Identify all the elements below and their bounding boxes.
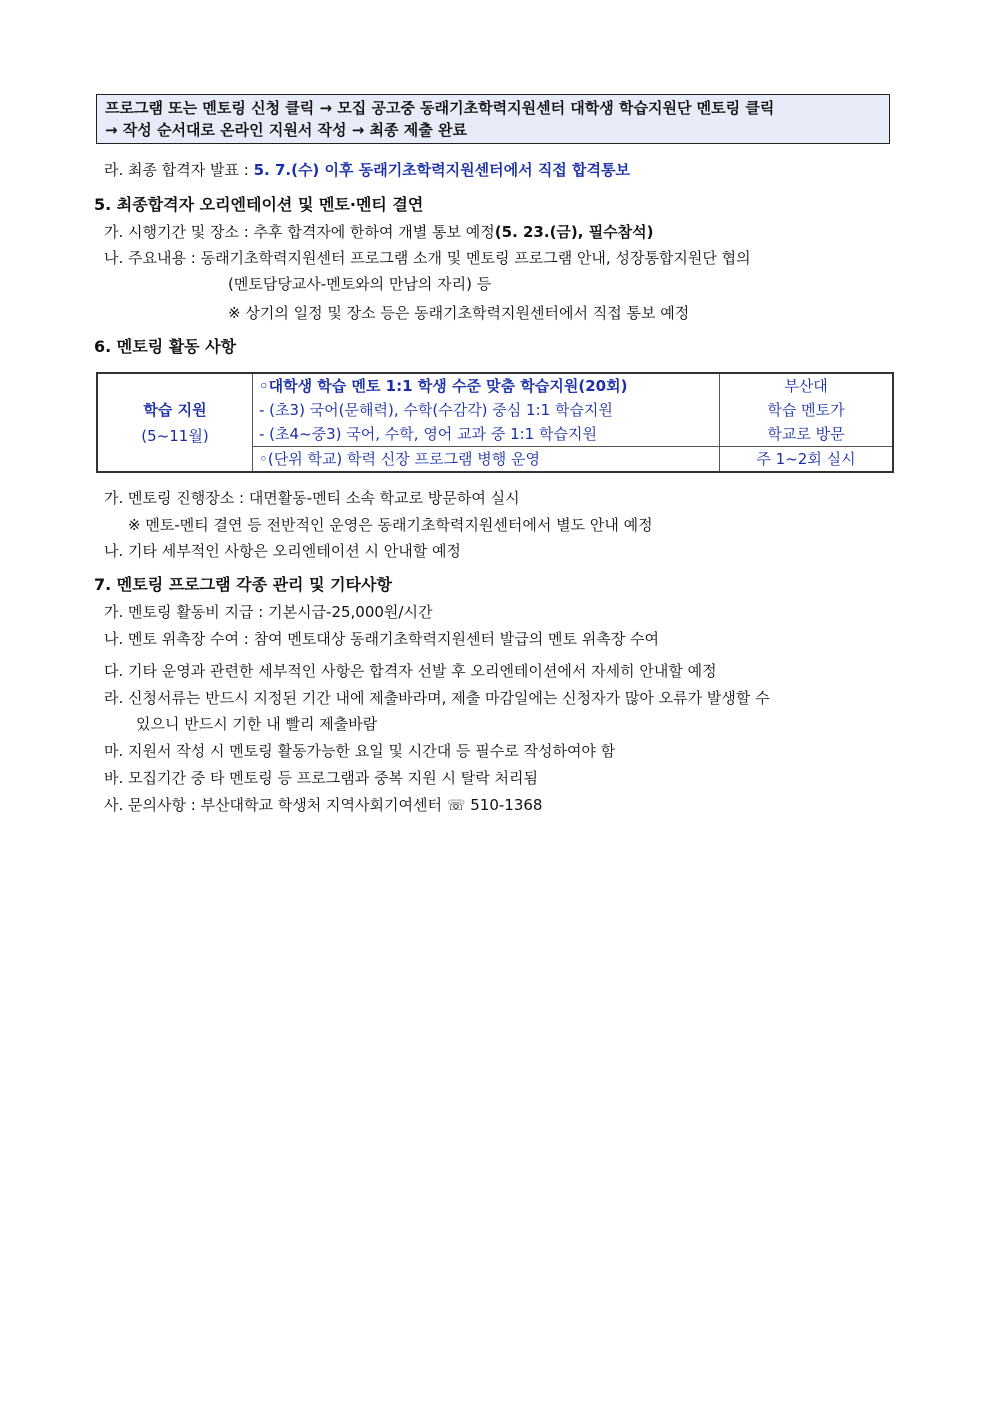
section7-item: 사. 문의사항 : 부산대학교 학생처 지역사회기여센터 ☏ 510-1368	[104, 796, 543, 814]
section6-title: 6. 멘토링 활동 사항	[94, 337, 237, 356]
section7-item: 바. 모집기간 중 타 멘토링 등 프로그램과 중복 지원 시 탈락 처리됨	[104, 769, 538, 787]
announce-date: 5. 7.(수) 이후 동래기초학력지원센터에서 직접 합격통보	[253, 161, 630, 179]
section5-title: 5. 최종합격자 오리엔테이션 및 멘토·멘티 결연	[94, 195, 424, 214]
announce-line	[104, 159, 630, 181]
section6-note: ※ 멘토-멘티 결연 등 전반적인 운영은 동래기초학력지원센터에서 별도 안내 예정	[128, 516, 653, 534]
activity-left-cell	[97, 373, 253, 472]
section5-ga-date: (5. 23.(금), 필수참석)	[494, 223, 654, 241]
section5-ga-text: 가. 시행기간 및 장소 : 추후 합격자에 한하여 개별 통보 예정	[104, 223, 495, 241]
activity-right1: 부산대	[720, 373, 894, 398]
activity-right3: 학교로 방문	[720, 422, 894, 447]
section7-item: 마. 지원서 작성 시 멘토링 활동가능한 요일 및 시간대 등 필수로 작성하여야 함	[104, 742, 616, 760]
activity-row3: - (초4~중3) 국어, 수학, 영어 교과 중 1:1 학습지원	[253, 422, 720, 447]
activity-row1: ◦대학생 학습 멘토 1:1 학생 수준 맞춤 학습지원(20회)	[253, 373, 720, 398]
apply-steps-box	[96, 94, 890, 144]
section5-na1: 나. 주요내용 : 동래기초학력지원센터 프로그램 소개 및 멘토링 프로그램 안내, 성장통합지원단 협의	[104, 249, 751, 267]
activity-row4: ◦(단위 학교) 학력 신장 프로그램 병행 운영	[253, 447, 720, 473]
section5-note: ※ 상기의 일정 및 장소 등은 동래기초학력지원센터에서 직접 통보 예정	[228, 304, 690, 322]
section7-item: 나. 멘토 위촉장 수여 : 참여 멘토대상 동래기초학력지원센터 발급의 멘토 위촉장 수여	[104, 630, 659, 648]
activity-left-period: (5~11월)	[141, 426, 209, 445]
activity-left-title: 학습 지원	[143, 400, 207, 419]
section7-title: 7. 멘토링 프로그램 각종 관리 및 기타사항	[94, 575, 392, 594]
section7-item: 라. 신청서류는 반드시 지정된 기간 내에 제출바라며, 제출 마감일에는 신청자가 많아 오류가 발생할 수	[104, 689, 770, 707]
section6-ga: 가. 멘토링 진행장소 : 대면활동-멘티 소속 학교로 방문하여 실시	[104, 489, 520, 507]
section7-item: 있으니 반드시 기한 내 빨리 제출바람	[136, 715, 378, 733]
section5-ga	[104, 221, 654, 243]
activity-right4: 주 1~2회 실시	[720, 447, 894, 473]
announce-prefix: 라. 최종 합격자 발표 :	[104, 161, 254, 179]
activity-right2: 학습 멘토가	[720, 398, 894, 422]
activity-table	[96, 372, 894, 473]
activity-row2: - (초3) 국어(문해력), 수학(수감각) 중심 1:1 학습지원	[253, 398, 720, 422]
apply-steps-line1: 프로그램 또는 멘토링 신청 클릭 → 모집 공고중 동래기초학력지원센터 대학생 학습지원단 멘토링 클릭	[105, 99, 775, 117]
section5-na2: (멘토담당교사-멘토와의 만남의 자리) 등	[228, 275, 492, 293]
apply-steps-line2: → 작성 순서대로 온라인 지원서 작성 → 최종 제출 완료	[105, 121, 467, 139]
section7-item: 다. 기타 운영과 관련한 세부적인 사항은 합격자 선발 후 오리엔테이션에서 자세히 안내할 예정	[104, 662, 717, 680]
section6-na: 나. 기타 세부적인 사항은 오리엔테이션 시 안내할 예정	[104, 542, 461, 560]
section7-item: 가. 멘토링 활동비 지급 : 기본시급-25,000원/시간	[104, 603, 433, 621]
